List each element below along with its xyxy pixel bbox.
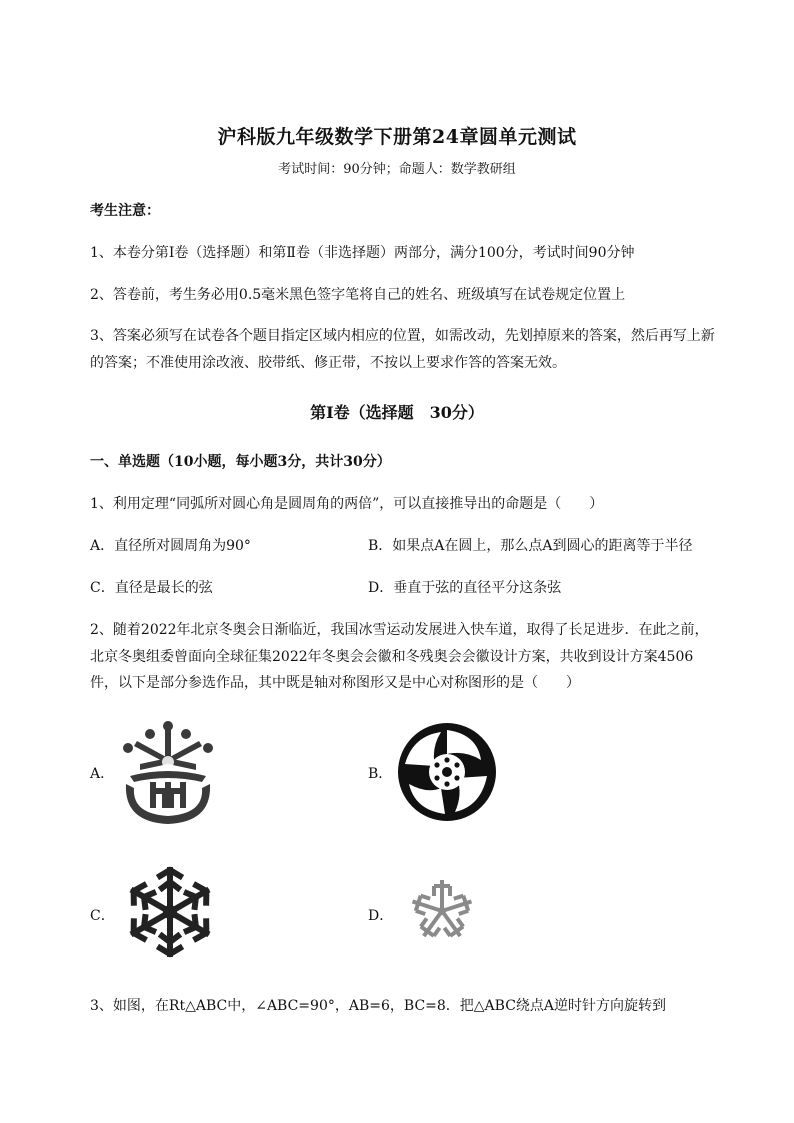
q2-figure-d [394, 866, 490, 956]
q2-stem-line3: 件，以下是部分参选作品，其中既是轴对称图形又是中心对称图形的是（ ） [90, 675, 580, 691]
q2-option-d-label: D． [368, 908, 394, 924]
q1-option-d: D．垂直于弦的直径平分这条弦 [368, 580, 562, 596]
exam-info: 考试时间：90分钟；命题人：数学教研组 [278, 162, 516, 177]
q3-stem: 3、如图，在Rt△ABC中，∠ABC=90°，AB=6，BC=8．把△ABC绕点A逆时针方向旋转到 [90, 998, 667, 1014]
notice-item-2: 2、答卷前，考生务必用0.5毫米黑色签字笔将自己的姓名、班级填写在试卷规定位置上 [90, 287, 626, 303]
q2-stem-line2: 北京冬奥组委曾面向全球征集2022年冬奥会会徽和冬残奥会会徽设计方案，共收到设计方案4506 [90, 649, 694, 665]
q2-figure-a [120, 718, 216, 826]
notice-item-3: 3、答案必须写在试卷各个题目指定区域内相应的位置，如需改动，先划掉原来的答案，然后再写上新 [90, 328, 715, 344]
q1-option-b: B．如果点A在圆上，那么点A到圆心的距离等于半径 [368, 538, 693, 554]
q2-stem-line1: 2、随着2022年北京冬奥会日渐临近，我国冰雪运动发展进入快车道，取得了长足进步．在此之前， [90, 622, 709, 638]
notice-heading: 考生注意： [90, 203, 160, 219]
q2-figure-c [122, 864, 218, 960]
q1-option-a: A．直径所对圆周角为90° [90, 538, 251, 554]
q2-option-b-label: B． [368, 766, 393, 782]
notice-item-3-cont: 的答案；不准使用涂改液、胶带纸、修正带，不按以上要求作答的答案无效。 [90, 355, 566, 371]
section1-heading: 一、单选题（10小题，每小题3分，共计30分） [90, 454, 391, 470]
notice-item-1: 1、本卷分第Ⅰ卷（选择题）和第Ⅱ卷（非选择题）两部分，满分100分，考试时间90分钟 [90, 245, 635, 261]
q2-option-a-label: A． [90, 766, 115, 782]
q2-figure-b [395, 720, 499, 824]
q2-option-c-label: C． [90, 908, 115, 924]
q1-option-c: C．直径是最长的弦 [90, 580, 213, 596]
q1-stem: 1、利用定理“同弧所对圆心角是圆周角的两倍”，可以直接推导出的命题是（ ） [90, 496, 604, 512]
page-title: 沪科版九年级数学下册第24章圆单元测试 [217, 126, 577, 148]
part1-heading: 第Ⅰ卷（选择题 30分） [310, 403, 484, 422]
